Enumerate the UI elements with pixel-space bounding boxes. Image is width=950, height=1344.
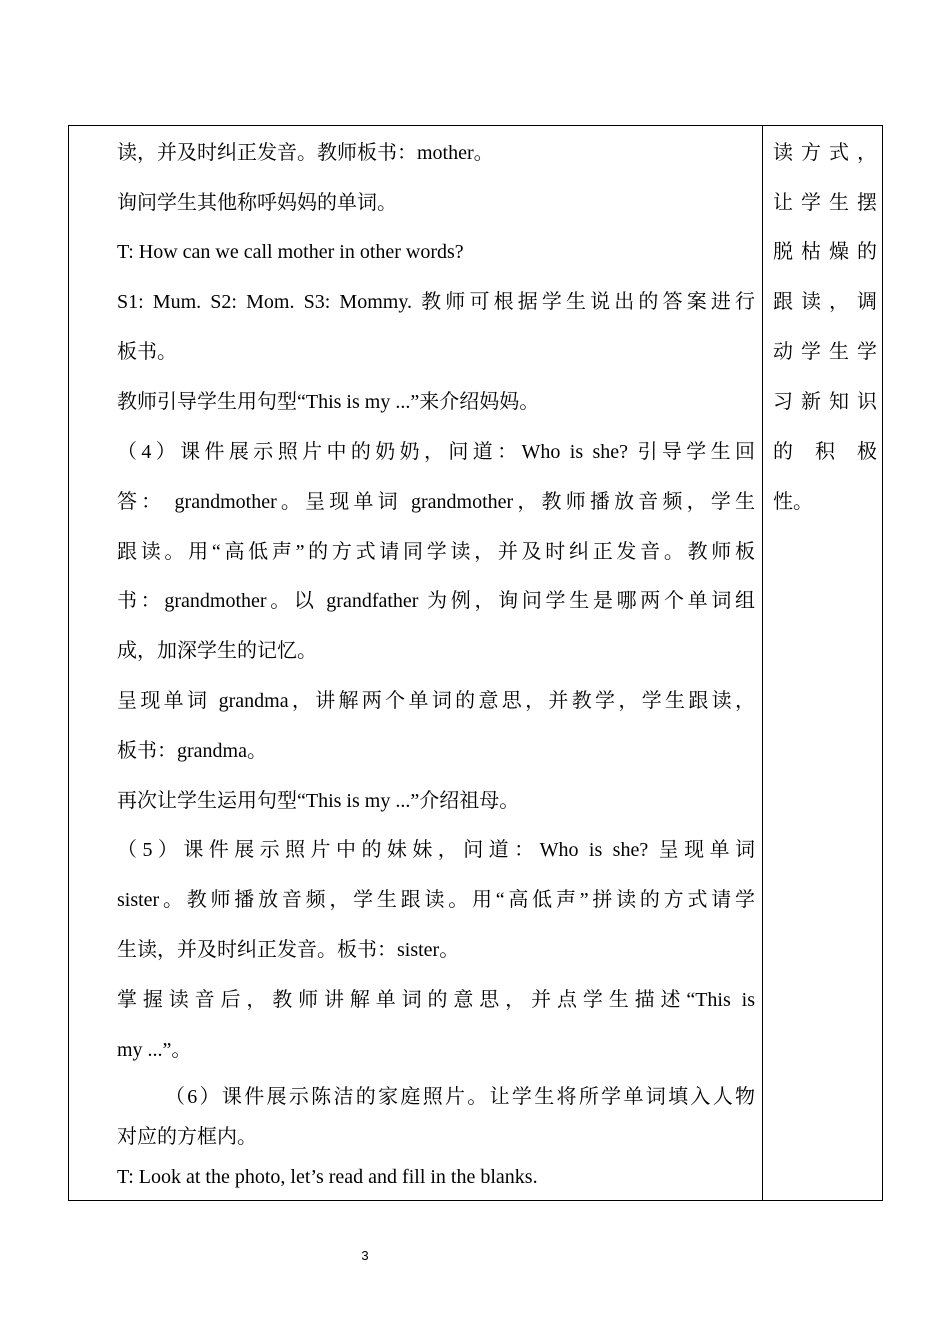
- text-line: 板书：grandma。: [117, 740, 267, 762]
- text-line: 生读，并及时纠正发音。板书：sister。: [117, 939, 460, 961]
- page-number: 3: [361, 1248, 369, 1263]
- text-line: （5）课件展示照片中的妹妹，问道：Who is she? 呈现单词: [117, 839, 755, 861]
- text-line: （4）课件展示照片中的奶奶，问道：Who is she? 引导学生回: [117, 441, 755, 463]
- text-line: 板书。: [117, 341, 177, 363]
- text-line: 书：grandmother。以 grandfather 为例，询问学生是哪两个单词组: [117, 590, 755, 612]
- text-line: 教师引导学生用句型“This is my ...”来介绍妈妈。: [117, 391, 540, 413]
- side-text-line: 脱枯燥的: [773, 241, 877, 263]
- text-line: S1: Mum. S2: Mom. S3: Mommy. 教师可根据学生说出的答案进行: [117, 291, 755, 313]
- column-divider: [762, 126, 763, 1200]
- side-text-line: 跟读，调: [773, 291, 877, 313]
- text-line: 再次让学生运用句型“This is my ...”介绍祖母。: [117, 790, 520, 812]
- text-line: 跟读。用“高低声”的方式请同学读，并及时纠正发音。教师板: [117, 541, 755, 563]
- text-line: 答： grandmother。呈现单词 grandmother，教师播放音频，学生: [117, 491, 755, 513]
- text-line: 掌握读音后，教师讲解单词的意思，并点学生描述“This is: [117, 989, 755, 1011]
- text-line: （6）课件展示陈洁的家庭照片。让学生将所学单词填入人物: [165, 1086, 755, 1108]
- lesson-plan-table: [68, 125, 883, 1201]
- text-line: 呈现单词 grandma，讲解两个单词的意思，并教学，学生跟读，: [117, 690, 755, 712]
- text-line: my ...”。: [117, 1039, 192, 1061]
- text-line: 读，并及时纠正发音。教师板书：mother。: [117, 142, 494, 164]
- text-line: T: How can we call mother in other words?: [117, 241, 464, 263]
- side-text-line: 习新知识: [773, 391, 877, 413]
- side-text-line: 性。: [773, 491, 813, 513]
- text-line: T: Look at the photo, let’s read and fill in the blanks.: [117, 1166, 538, 1188]
- side-text-line: 让学生摆: [773, 192, 877, 214]
- text-line: sister。教师播放音频，学生跟读。用“高低声”拼读的方式请学: [117, 889, 755, 911]
- side-text-line: 读方式，: [773, 142, 877, 164]
- text-line: 对应的方框内。: [117, 1126, 257, 1148]
- text-line: 询问学生其他称呼妈妈的单词。: [117, 192, 397, 214]
- side-text-line: 的 积 极: [773, 441, 877, 463]
- text-line: 成，加深学生的记忆。: [117, 640, 317, 662]
- side-text-line: 动学生学: [773, 341, 877, 363]
